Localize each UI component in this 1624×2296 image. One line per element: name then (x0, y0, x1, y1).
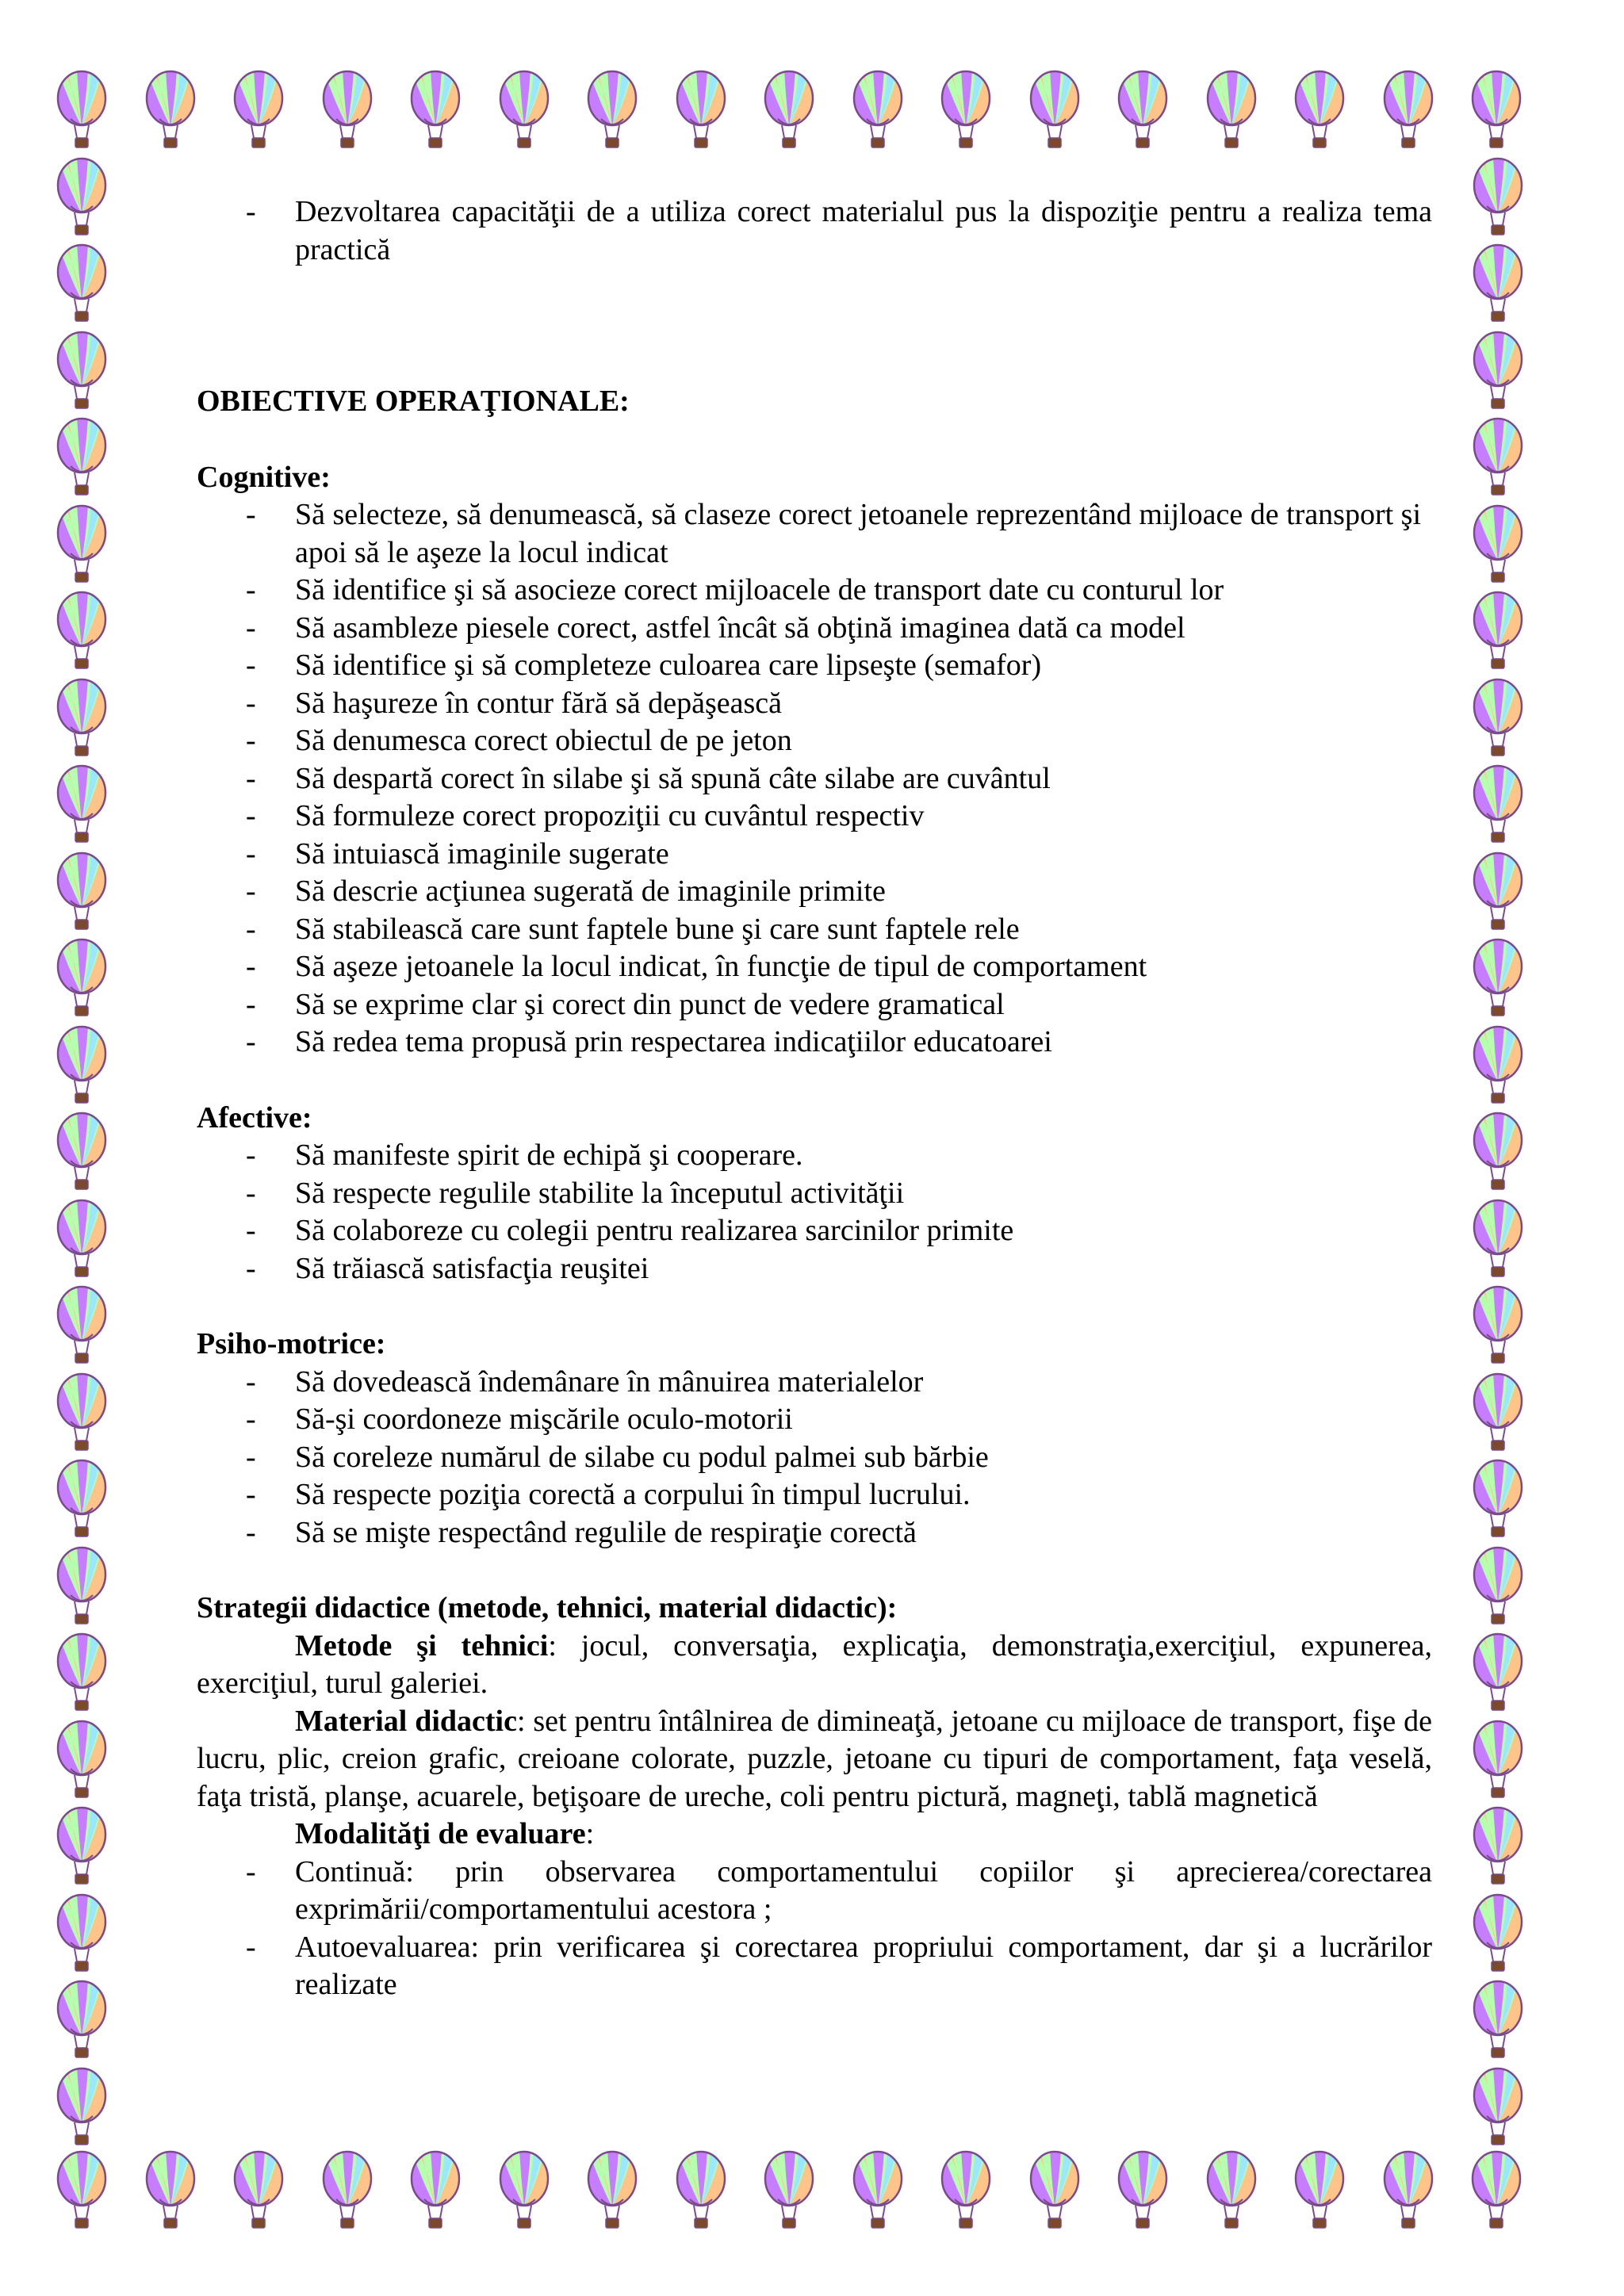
metode-label: Metode şi tehnici (295, 1628, 549, 1663)
list-dash: - (246, 498, 256, 531)
evaluare-list (197, 1854, 1432, 2004)
list-item-text: Să redea tema propusă prin respectarea indicaţiilor educatoarei (295, 1025, 1052, 1058)
hot-air-balloon-icon (1469, 2067, 1526, 2148)
list-dash: - (246, 1364, 256, 1399)
list-dash: - (246, 799, 256, 832)
hot-air-balloon-icon (1291, 70, 1348, 151)
list-item-text: Să haşureze în contur fără să depăşească (295, 686, 783, 720)
hot-air-balloon-icon (407, 70, 464, 151)
hot-air-balloon-icon (1469, 243, 1526, 324)
list-dash: - (246, 649, 256, 682)
strategii-heading: Strategii didactice (metode, tehnici, material didactic): (197, 1591, 898, 1624)
hot-air-balloon-icon (672, 70, 730, 151)
hot-air-balloon-icon (1469, 1720, 1526, 1800)
hot-air-balloon-icon (1469, 938, 1526, 1019)
hot-air-balloon-icon (53, 417, 110, 498)
hot-air-balloon-icon (1469, 764, 1526, 845)
list-item-text: Să denumesca corect obiectul de pe jeton (295, 724, 792, 757)
hot-air-balloon-icon (53, 764, 110, 845)
list-item (197, 1212, 1432, 1250)
evaluare-colon: : (585, 1817, 595, 1850)
hot-air-balloon-icon (1469, 851, 1526, 932)
list-item (197, 496, 1432, 572)
evaluare-heading (197, 1816, 1432, 1854)
list-item-text: Să asambleze piesele corect, astfel încât să obţină imaginea dată ca model (295, 610, 1185, 645)
hot-air-balloon-icon (1114, 70, 1171, 151)
list-dash: - (246, 1854, 256, 1888)
psiho-list (197, 1364, 1432, 1552)
list-item (197, 1364, 1432, 1402)
hot-air-balloon-icon (1469, 1806, 1526, 1887)
hot-air-balloon-icon (319, 70, 376, 151)
hot-air-balloon-icon (53, 504, 110, 585)
hot-air-balloon-icon (1469, 331, 1526, 411)
hot-air-balloon-icon (53, 1980, 110, 2061)
hot-air-balloon-icon (1469, 504, 1526, 585)
list-dash: - (246, 610, 256, 645)
hot-air-balloon-icon (1469, 1546, 1526, 1627)
hot-air-balloon-icon (53, 331, 110, 411)
list-dash: - (246, 1440, 256, 1474)
list-item (197, 610, 1432, 648)
hot-air-balloon-icon (584, 70, 641, 151)
document-body (197, 193, 1432, 2004)
hot-air-balloon-icon (142, 70, 199, 151)
intro-list (197, 193, 1432, 269)
metode-paragraph (197, 1628, 1432, 1703)
hot-air-balloon-icon (937, 2150, 994, 2231)
hot-air-balloon-icon (1469, 1285, 1526, 1366)
obiective-heading: OBIECTIVE OPERAŢIONALE: (197, 385, 630, 418)
list-item-text: Să identifice şi să completeze culoarea care lipseşte (semafor) (295, 649, 1042, 682)
hot-air-balloon-icon (496, 70, 553, 151)
list-dash: - (246, 1025, 256, 1058)
material-label: Material didactic (295, 1704, 517, 1738)
hot-air-balloon-icon (53, 1372, 110, 1453)
list-item-text: Să se mişte respectând regulile de respiraţie corectă (295, 1515, 917, 1549)
list-item-text: Să colaboreze cu colegii pentru realizarea sarcinilor primite (295, 1214, 1014, 1247)
hot-air-balloon-icon (53, 2067, 110, 2148)
list-item-text: Să descrie acţiunea sugerată de imaginile primite (295, 874, 886, 908)
hot-air-balloon-icon (1380, 2150, 1437, 2231)
list-dash: - (246, 761, 256, 795)
hot-air-balloon-icon (1469, 1459, 1526, 1540)
hot-air-balloon-icon (1469, 1632, 1526, 1713)
hot-air-balloon-icon (1469, 1199, 1526, 1280)
list-dash: - (246, 874, 256, 908)
list-item-text: Să selecteze, să denumească, să claseze corect jetoanele reprezentând mijloace de transport şi apoi să le aşeze la locul indicat (295, 498, 1422, 569)
hot-air-balloon-icon (142, 2150, 199, 2231)
list-item (197, 1476, 1432, 1514)
hot-air-balloon-icon (53, 1199, 110, 1280)
afective-list (197, 1137, 1432, 1288)
hot-air-balloon-icon (1203, 2150, 1260, 2231)
list-item-text: Să-şi coordoneze mişcările oculo-motorii (295, 1402, 793, 1436)
list-item-text: Să formuleze corect propoziţii cu cuvântul respectiv (295, 799, 925, 832)
hot-air-balloon-icon (760, 70, 818, 151)
hot-air-balloon-icon (53, 678, 110, 759)
hot-air-balloon-icon (937, 70, 994, 151)
list-item (197, 1401, 1432, 1439)
hot-air-balloon-icon (53, 591, 110, 672)
hot-air-balloon-icon (53, 1893, 110, 1974)
hot-air-balloon-icon (230, 2150, 287, 2231)
hot-air-balloon-icon (849, 70, 906, 151)
list-item-text: Să coreleze numărul de silabe cu podul palmei sub bărbie (295, 1440, 989, 1474)
hot-air-balloon-icon (760, 2150, 818, 2231)
list-item-text: Să manifeste spirit de echipă şi cooperare. (295, 1138, 803, 1172)
hot-air-balloon-icon (53, 938, 110, 1019)
list-dash: - (246, 836, 256, 871)
hot-air-balloon-icon (53, 1112, 110, 1192)
hot-air-balloon-icon (1469, 678, 1526, 759)
hot-air-balloon-icon (53, 1720, 110, 1800)
hot-air-balloon-icon (1469, 591, 1526, 672)
evaluare-label: Modalităţi de evaluare (295, 1817, 586, 1850)
list-dash: - (246, 1930, 256, 1964)
hot-air-balloon-icon (1469, 417, 1526, 498)
list-dash: - (246, 1138, 256, 1172)
list-dash: - (246, 686, 256, 720)
list-item-text: Continuă: prin observarea comportamentului copiilor şi aprecierea/corectarea exprimării/comportamentului acestora ; (295, 1854, 1432, 1926)
list-item (197, 1024, 1432, 1062)
hot-air-balloon-icon (1469, 1112, 1526, 1192)
list-dash: - (246, 1478, 256, 1511)
hot-air-balloon-icon (1291, 2150, 1348, 2231)
list-item (197, 572, 1432, 610)
hot-air-balloon-icon (230, 70, 287, 151)
list-dash: - (246, 1251, 256, 1285)
hot-air-balloon-icon (1380, 70, 1437, 151)
list-item (197, 798, 1432, 836)
list-dash: - (246, 573, 256, 607)
hot-air-balloon-icon (1468, 70, 1525, 151)
list-item (197, 685, 1432, 723)
list-item (197, 873, 1432, 911)
hot-air-balloon-icon (53, 1285, 110, 1366)
list-dash: - (246, 195, 256, 228)
hot-air-balloon-icon (1469, 1893, 1526, 1974)
list-item (197, 836, 1432, 874)
list-dash: - (246, 724, 256, 757)
hot-air-balloon-icon (319, 2150, 376, 2231)
list-item (197, 1250, 1432, 1288)
hot-air-balloon-icon (496, 2150, 553, 2231)
list-item-text: Să se exprime clar şi corect din punct de vedere gramatical (295, 987, 1005, 1021)
list-item-text: Să despartă corect în silabe şi să spună câte silabe are cuvântul (295, 761, 1051, 795)
cognitive-heading: Cognitive: (197, 460, 331, 494)
list-dash: - (246, 950, 256, 983)
list-item (197, 1137, 1432, 1175)
hot-air-balloon-icon (672, 2150, 730, 2231)
list-item-text: Să respecte poziţia corectă a corpului în timpul lucrului. (295, 1478, 971, 1511)
list-dash: - (246, 1214, 256, 1247)
list-item-text: Să dovedească îndemânare în mânuirea materialelor (295, 1364, 924, 1399)
list-item (197, 760, 1432, 798)
hot-air-balloon-icon (53, 1459, 110, 1540)
hot-air-balloon-icon (53, 1632, 110, 1713)
list-item-text: Să identifice şi să asocieze corect mijloacele de transport date cu conturul lor (295, 573, 1224, 607)
list-dash: - (246, 1402, 256, 1436)
hot-air-balloon-icon (584, 2150, 641, 2231)
afective-heading: Afective: (197, 1100, 312, 1135)
list-item-text: Să trăiască satisfacţia reuşitei (295, 1251, 649, 1285)
list-item (197, 722, 1432, 760)
list-item (197, 1514, 1432, 1552)
list-item-text: Să respecte regulile stabilite la începutul activităţii (295, 1176, 905, 1210)
hot-air-balloon-icon (53, 70, 110, 151)
hot-air-balloon-icon (1203, 70, 1260, 151)
list-item (197, 1175, 1432, 1213)
hot-air-balloon-icon (53, 851, 110, 932)
list-dash: - (246, 987, 256, 1021)
list-item (197, 986, 1432, 1024)
hot-air-balloon-icon (1469, 1372, 1526, 1453)
list-item (197, 911, 1432, 949)
hot-air-balloon-icon (53, 2150, 110, 2231)
hot-air-balloon-icon (849, 2150, 906, 2231)
list-dash: - (246, 1176, 256, 1210)
list-dash: - (246, 912, 256, 946)
list-item (197, 1929, 1432, 2004)
list-item-text: Să stabilească care sunt faptele bune şi care sunt faptele rele (295, 912, 1020, 946)
hot-air-balloon-icon (53, 1025, 110, 1106)
material-paragraph (197, 1703, 1432, 1816)
hot-air-balloon-icon (1114, 2150, 1171, 2231)
hot-air-balloon-icon (1469, 157, 1526, 238)
material-text: : set pentru întâlnirea de dimineaţă, jetoane cu mijloace de transport, fişe de lucru, plic, creion grafic, creioane colorate, puzzle, jetoane cu tipuri de comportament, faţa veselă, faţa tristă, planşe, acuarele, beţişoare de ureche, coli pentru pictură, magneţi, tablă magnetică (197, 1704, 1432, 1813)
metode-text: : jocul, conversaţia, explicaţia, demonstraţia,exerciţiul, expunerea, exerciţiul, turul galeriei. (197, 1628, 1432, 1700)
list-item (197, 647, 1432, 685)
hot-air-balloon-icon (53, 157, 110, 238)
hot-air-balloon-icon (1469, 1025, 1526, 1106)
list-item-text: Dezvoltarea capacităţii de a utiliza corect materialul pus la dispoziţie pentru a realiza tema practică (295, 195, 1432, 266)
hot-air-balloon-icon (407, 2150, 464, 2231)
list-item (197, 1439, 1432, 1477)
hot-air-balloon-icon (53, 1806, 110, 1887)
list-item-text: Autoevaluarea: prin verificarea şi corectarea propriului comportament, dar şi a lucrărilor realizate (295, 1930, 1432, 2001)
list-item (197, 948, 1432, 986)
hot-air-balloon-icon (53, 243, 110, 324)
hot-air-balloon-icon (1468, 2150, 1525, 2231)
list-item-text: Să intuiască imaginile sugerate (295, 836, 669, 871)
hot-air-balloon-icon (1026, 70, 1083, 151)
hot-air-balloon-icon (1026, 2150, 1083, 2231)
psiho-heading: Psiho-motrice: (197, 1327, 386, 1360)
hot-air-balloon-icon (1469, 1980, 1526, 2061)
list-item-text: Să aşeze jetoanele la locul indicat, în funcţie de tipul de comportament (295, 950, 1147, 983)
list-item (197, 1854, 1432, 1929)
cognitive-list (197, 496, 1432, 1062)
list-item (197, 193, 1432, 269)
hot-air-balloon-icon (53, 1546, 110, 1627)
list-dash: - (246, 1515, 256, 1549)
